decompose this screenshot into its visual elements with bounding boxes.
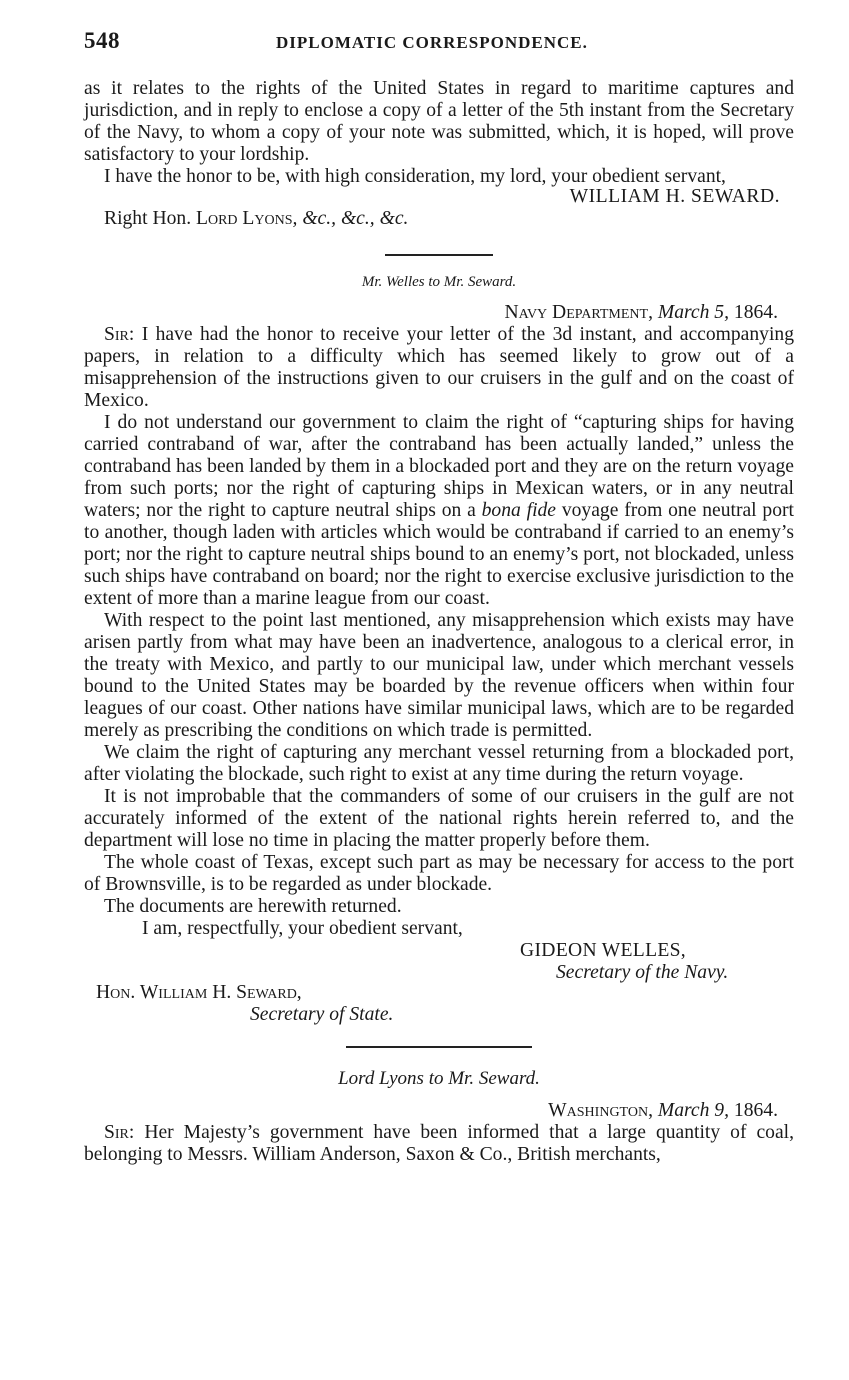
welles-addressee-name: Hon. William H. Seward, bbox=[96, 982, 302, 1003]
lyons-salutation: Sir: bbox=[104, 1122, 135, 1143]
lyons-letter-heading: Lord Lyons to Mr. Seward. bbox=[338, 1068, 540, 1089]
seward-letter bbox=[84, 78, 794, 230]
welles-dateline-year: 1864. bbox=[733, 302, 778, 323]
page-number: 548 bbox=[84, 28, 120, 53]
lyons-dateline-place: Washington, bbox=[548, 1100, 653, 1121]
welles-signature: GIDEON WELLES, bbox=[520, 940, 687, 961]
welles-paragraph-1-text: I have had the honor to receive your letter of the 3d instant, and accompanying papers, in relation to a difficulty which has seemed likely to grow out of a misapprehension of the instructions given to our cruisers in the gulf and on the coast of Mexico. bbox=[84, 324, 795, 411]
lyons-paragraph-1-text: Her Majesty’s government have been informed that a large quantity of coal, belonging to Messrs. William Anderson, Saxon & Co., British merchants, bbox=[84, 1122, 794, 1165]
lyons-dateline-year: 1864. bbox=[733, 1100, 778, 1121]
welles-paragraph-2-italic: bona fide bbox=[481, 500, 557, 521]
welles-paragraph-2a: I do not understand our government to claim the right of “capturing ships for having carried contraband of war, after the contraband has been actually landed,” unless the contraband has been landed by them in a blockaded port and they are on the return voyage from such ports; nor the right of capturing ships in Mexican waters, or in any neutral waters; nor the right to capture neutral ships on a bbox=[84, 412, 794, 521]
lyons-dateline-date: March 9, bbox=[657, 1100, 729, 1121]
welles-paragraph-5: It is not improbable that the commanders of some of our cruisers in the gulf are not accurately informed of the extent of the national rights herein referred to, and the department will lose no time in placing the matter properly before them. bbox=[84, 786, 794, 851]
seward-addressee-prefix: Right Hon. bbox=[104, 208, 196, 229]
welles-letter-heading: Mr. Welles to Mr. Seward. bbox=[361, 274, 517, 290]
welles-paragraph-1 bbox=[84, 324, 794, 412]
seward-addressee-name: Lord Lyons bbox=[196, 208, 293, 229]
lyons-paragraph-1 bbox=[84, 1122, 794, 1166]
welles-paragraph-2b: voyage from one neutral port to another, though laden with articles which would be contraband if carried to an enemy’s port; nor the right to capture neutral ships bound to an enemy’s port, not blockaded, unless such ships have contraband on board; nor the right to exercise exclusive jurisdiction to the extent of more than a marine league from our coast. bbox=[84, 500, 794, 609]
welles-paragraph-4: We claim the right of capturing any merchant vessel returning from a blockaded port, after violating the blockade, such right to exist at any time during the return voyage. bbox=[84, 742, 794, 785]
welles-addressee-title bbox=[84, 1004, 794, 1026]
welles-letter bbox=[84, 272, 794, 1026]
running-title: DIPLOMATIC CORRESPONDENCE. bbox=[276, 33, 588, 52]
seward-signature: WILLIAM H. SEWARD. bbox=[569, 186, 780, 207]
lyons-dateline bbox=[84, 1100, 794, 1122]
welles-paragraph-6: The whole coast of Texas, except such part as may be necessary for access to the port of Brownsville, is to be regarded as under blockade. bbox=[84, 852, 794, 895]
welles-dateline-date: March 5, bbox=[657, 302, 729, 323]
welles-closing: I am, respectfully, your obedient servant, bbox=[142, 918, 463, 939]
seward-paragraph-2: I have the honor to be, with high consideration, my lord, your obedient servant, bbox=[104, 166, 726, 187]
welles-paragraph-2 bbox=[84, 412, 794, 610]
document-page bbox=[84, 28, 794, 1166]
lyons-letter bbox=[84, 1068, 794, 1166]
welles-signature-title bbox=[84, 962, 794, 984]
seward-addressee bbox=[84, 208, 794, 230]
welles-dateline-place: Navy Department, bbox=[504, 302, 653, 323]
welles-signature-title-text: Secretary of the Navy. bbox=[556, 962, 729, 983]
seward-addressee-suffix: , &c., &c., &c. bbox=[292, 208, 409, 229]
welles-paragraph-7: The documents are herewith returned. bbox=[104, 896, 402, 917]
seward-paragraph-1: as it relates to the rights of the United States in regard to maritime captures and jurisdiction, and in reply to enclose a copy of a letter of the 5th instant from the Secretary of the Navy, to whom a copy of your note was submitted, which, it is hoped, will prove satisfactory to your lordship. bbox=[84, 78, 794, 165]
welles-paragraph-3: With respect to the point last mentioned, any misapprehension which exists may have arisen partly from what may have been an inadvertence, analogous to a clerical error, in the treaty with Mexico, and partly to our municipal law, under which merchant vessels bound to the United States may be boarded by the revenue officers when within four leagues of our coast. Other nations have similar municipal laws, which are to be regarded merely as prescribing the conditions on which trade is permitted. bbox=[84, 610, 794, 741]
page-header bbox=[84, 28, 794, 60]
section-divider-1 bbox=[385, 254, 493, 256]
welles-dateline bbox=[84, 302, 794, 324]
welles-salutation: Sir: bbox=[104, 324, 135, 345]
section-divider-2 bbox=[346, 1046, 532, 1048]
welles-addressee-title-text: Secretary of State. bbox=[250, 1004, 394, 1025]
